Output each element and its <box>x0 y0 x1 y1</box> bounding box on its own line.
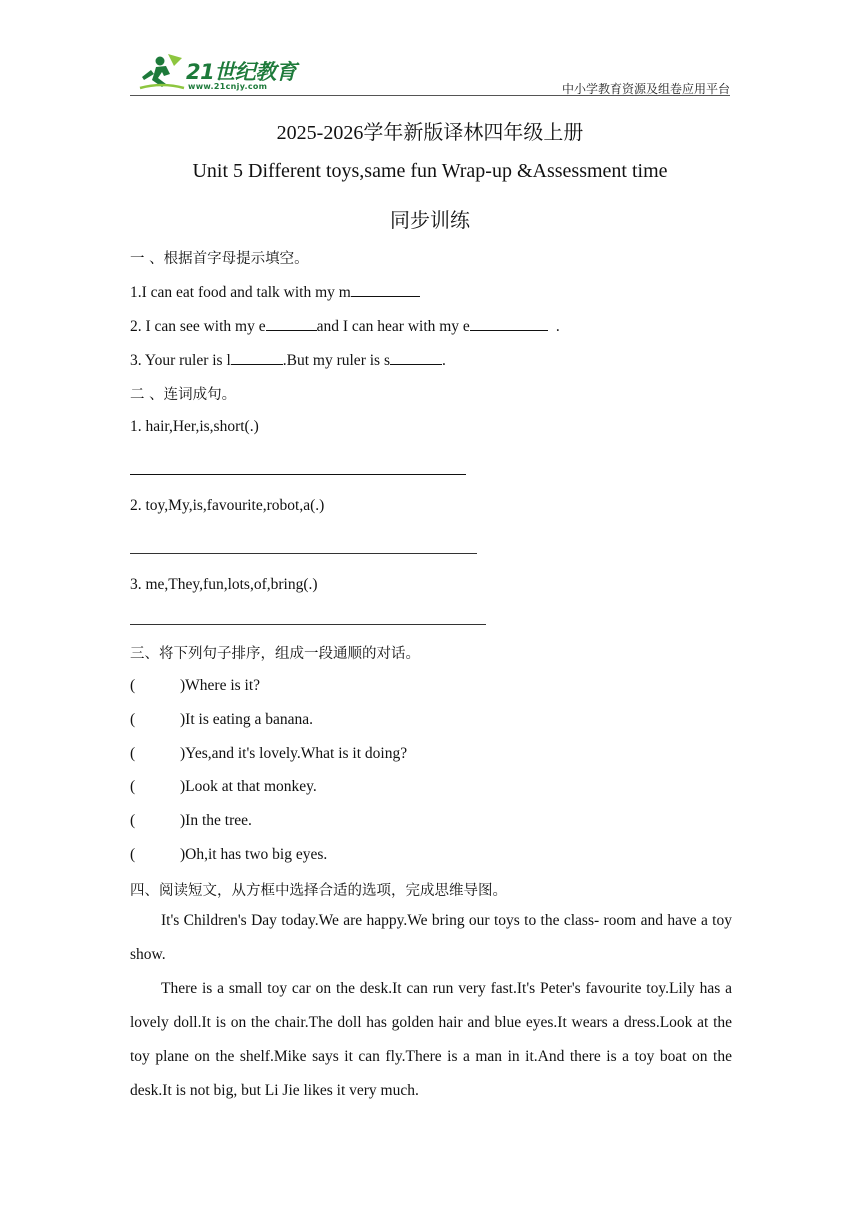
s1-q3-text-b: .But my ruler is s <box>282 352 390 369</box>
s1-q3-text-c: . <box>441 352 446 369</box>
section3-heading: 三、将下列句子排序，组成一段通顺的对话。 <box>130 646 420 662</box>
s3-item-2: ( )It is eating a banana. <box>130 711 313 728</box>
s1-q2-text-a: 2. I can see with my e <box>130 318 266 335</box>
s3-item-5-text: In the tree. <box>185 812 252 829</box>
s1-q2-text-c: . <box>555 318 560 335</box>
section4-heading: 四、阅读短文，从方框中选择合适的选项，完成思维导图。 <box>130 883 507 899</box>
s3-item-3-text: Yes,and it's lovely.What is it doing? <box>185 745 408 762</box>
s1-q1-text: 1.I can eat food and talk with my m <box>130 284 351 301</box>
s3-item-5-bracket[interactable]: ( <box>130 812 136 829</box>
s1-q3-blank-1[interactable] <box>231 350 283 365</box>
reading-paragraph-2: There is a small toy car on the desk.It can run very fast.It's Peter's favourite toy.Lily has a lovely doll.It is on the chair.The doll has golden hair and blue eyes.It wears a dress.Look at the toy plane on the shelf.Mike says it can fly.There is a man in it.And there is a toy boat on the desk.It is not big, but Li Jie likes it very much. <box>130 980 732 1099</box>
s1-question-2 <box>130 316 560 336</box>
logo-text: 21世纪教育 <box>186 60 297 84</box>
s1-question-3 <box>130 350 446 370</box>
s3-item-1-text: Where is it? <box>185 677 261 694</box>
s3-item-6-text: Oh,it has two big eyes. <box>185 846 328 863</box>
s3-item-5: ( )In the tree. <box>130 812 252 829</box>
s2-question-1: 1. hair,Her,is,short(.) <box>130 418 259 435</box>
s3-item-3: ( )Yes,and it's lovely.What is it doing? <box>130 745 408 762</box>
page-header <box>130 48 730 98</box>
s3-item-3-bracket[interactable]: ( <box>130 745 136 762</box>
s3-item-1-bracket[interactable]: ( <box>130 677 136 694</box>
s1-q2-blank-1[interactable] <box>266 316 317 331</box>
subtitle: 同步训练 <box>390 210 470 232</box>
section2-heading: 二 、连词成句。 <box>130 387 237 403</box>
s1-q2-blank-2[interactable] <box>470 316 548 331</box>
s2-answer-line-3[interactable] <box>130 624 486 625</box>
reading-paragraph-1: It's Children's Day today.We are happy.We bring our toys to the class- room and have a toy show. <box>130 912 732 963</box>
s3-item-4-bracket[interactable]: ( <box>130 778 136 795</box>
logo <box>138 50 298 94</box>
s2-question-2: 2. toy,My,is,favourite,robot,a(.) <box>130 497 325 514</box>
platform-label: 中小学教育资源及组卷应用平台 <box>561 82 730 96</box>
s3-item-6-bracket[interactable]: ( <box>130 846 136 863</box>
s2-question-3: 3. me,They,fun,lots,of,bring(.) <box>130 576 318 593</box>
s3-item-6: ( )Oh,it has two big eyes. <box>130 846 328 863</box>
s3-item-1: ( )Where is it? <box>130 677 261 694</box>
s1-q3-text-a: 3. Your ruler is l <box>130 352 231 369</box>
s3-item-2-text: It is eating a banana. <box>185 711 313 728</box>
header-divider <box>130 95 730 96</box>
s2-answer-line-2[interactable] <box>130 553 477 554</box>
s3-item-2-bracket[interactable]: ( <box>130 711 136 728</box>
page-title: 2025-2026学年新版译林四年级上册 <box>276 122 584 144</box>
logo-url: www.21cnjy.com <box>188 82 268 91</box>
s3-item-4: ( )Look at that monkey. <box>130 778 317 795</box>
s2-answer-line-1[interactable] <box>130 474 466 475</box>
section1-heading: 一 、根据首字母提示填空。 <box>130 251 309 267</box>
runner-icon <box>138 52 186 92</box>
s1-q2-text-b: and I can hear with my e <box>316 318 470 335</box>
s1-q3-blank-2[interactable] <box>390 350 442 365</box>
s1-question-1 <box>130 282 420 302</box>
s3-item-4-text: Look at that monkey. <box>185 778 317 795</box>
unit-title: Unit 5 Different toys,same fun Wrap-up &Assessment time <box>192 160 668 182</box>
s1-q1-blank[interactable] <box>351 282 420 297</box>
